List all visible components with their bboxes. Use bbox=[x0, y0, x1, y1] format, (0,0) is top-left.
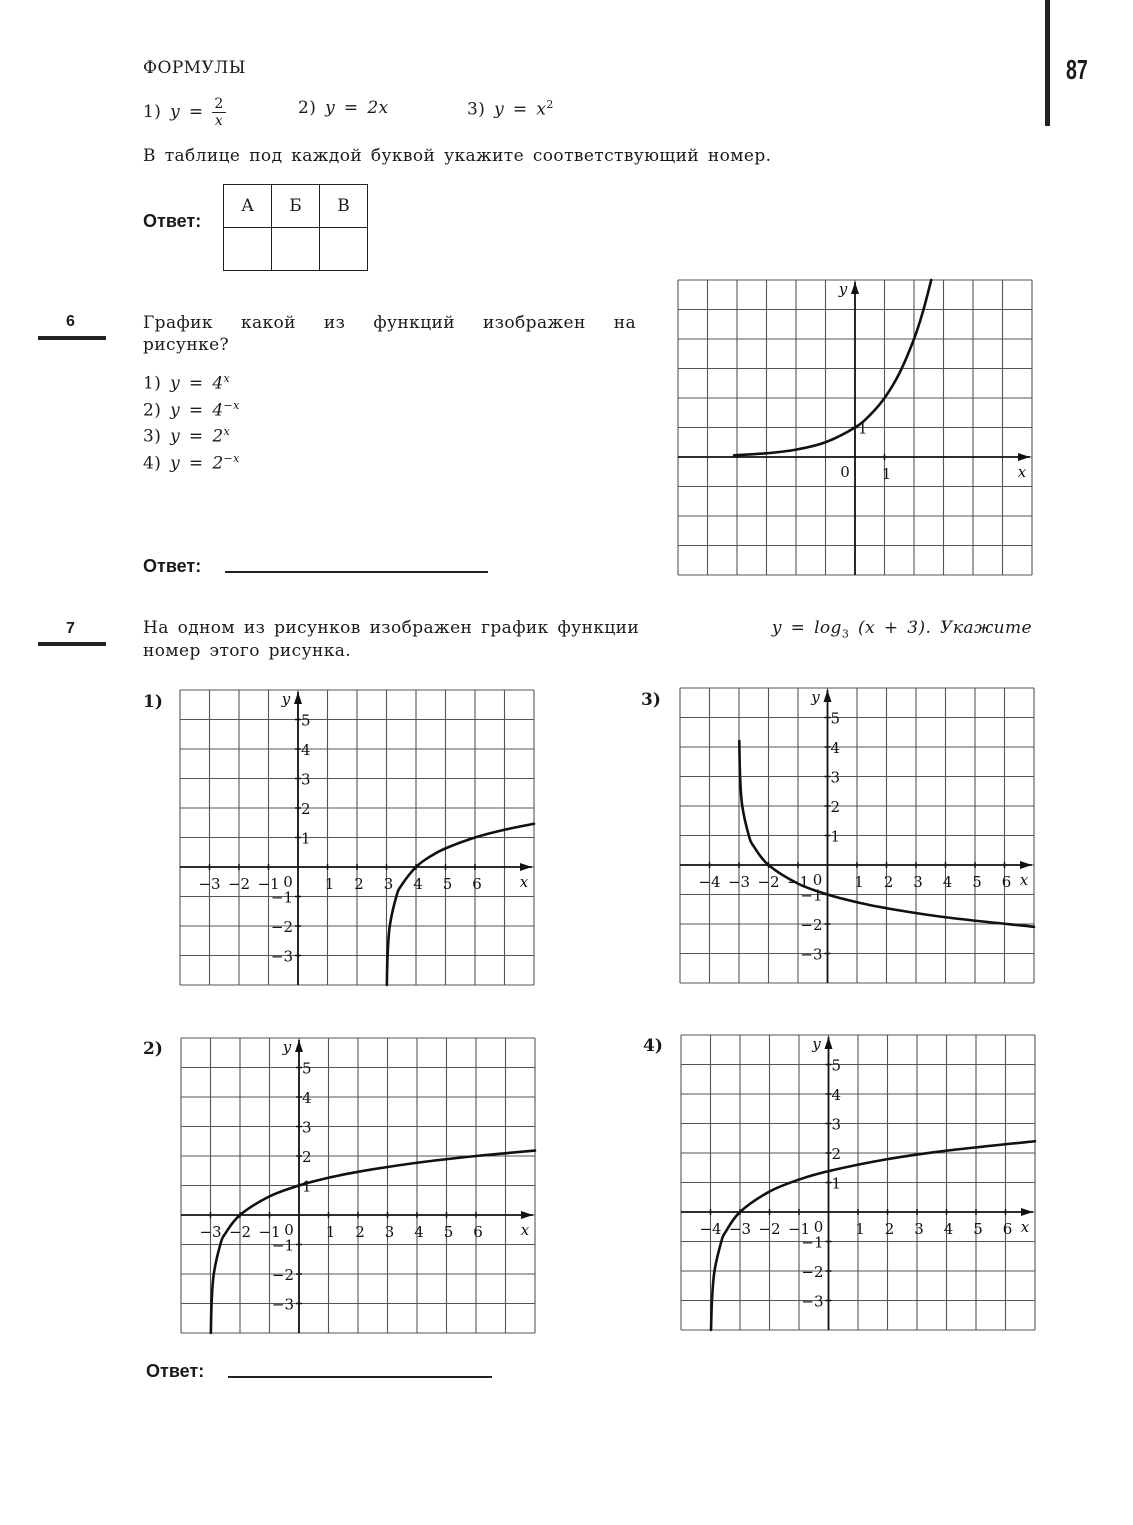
task-6-answer-label: Ответ: bbox=[143, 556, 202, 576]
formula-1-denominator: x bbox=[214, 113, 224, 129]
y-tick-label: −2 bbox=[270, 918, 293, 936]
x-tick-label: 2 bbox=[355, 1223, 365, 1241]
option-exp: x bbox=[223, 372, 231, 385]
x-tick-label: 2 bbox=[884, 1220, 895, 1238]
x-tick-label: 1 bbox=[324, 875, 335, 893]
task-7-question-fn: y = log bbox=[771, 618, 842, 638]
x-tick-label: −1 bbox=[257, 875, 280, 893]
coordinate-plane bbox=[181, 1038, 535, 1333]
y-tick-label: 5 bbox=[830, 709, 841, 728]
y-tick-label: 4 bbox=[302, 1089, 312, 1107]
formula-1-num: 1) bbox=[143, 102, 162, 122]
y-axis-label: y bbox=[812, 1035, 821, 1053]
task-7-question-arg: (x + 3). Укажите bbox=[849, 618, 1032, 638]
graph-3-label: 3) bbox=[641, 690, 661, 710]
coordinate-plane bbox=[681, 1035, 1035, 1330]
x-tick-label: 6 bbox=[1002, 1220, 1013, 1238]
y-axis-label: y bbox=[281, 690, 291, 708]
task-7-graph-4 bbox=[681, 1035, 1035, 1330]
option-num: 4) bbox=[143, 453, 162, 474]
table-cell-v[interactable] bbox=[320, 228, 368, 271]
x-tick-label: −1 bbox=[786, 873, 810, 891]
y-axis-label: y bbox=[282, 1038, 292, 1056]
y-axis-arrow-icon bbox=[294, 692, 302, 704]
x-tick-label: 3 bbox=[383, 875, 394, 893]
origin-label: 0 bbox=[812, 871, 823, 889]
option-base: y = 4 bbox=[170, 373, 224, 394]
formula-2 bbox=[298, 98, 389, 118]
graph-4-label: 4) bbox=[643, 1036, 663, 1056]
y-tick-label: −3 bbox=[800, 945, 823, 964]
task-6-answer-field[interactable] bbox=[225, 552, 488, 572]
table-instruction: В таблице под каждой буквой укажите соответствующий номер. bbox=[143, 146, 772, 166]
task-7-answer-field[interactable] bbox=[228, 1356, 492, 1376]
page-edge-bar bbox=[1045, 0, 1050, 126]
y-tick-label: 2 bbox=[831, 1145, 842, 1163]
task-7-graph-3 bbox=[680, 688, 1034, 983]
x-tick-label: 4 bbox=[414, 1223, 424, 1241]
y-tick-label: 4 bbox=[831, 1086, 842, 1104]
y-tick-label: 1 bbox=[301, 829, 311, 848]
x-axis-label: x bbox=[1020, 1218, 1030, 1236]
y-tick-label: −2 bbox=[800, 916, 823, 934]
x-tick-label: −4 bbox=[698, 873, 721, 891]
x-tick-label: 1 bbox=[855, 1220, 865, 1238]
task-7-answer-label: Ответ: bbox=[146, 1361, 205, 1381]
y-axis-arrow-icon bbox=[824, 690, 832, 702]
x-tick-label: 1 bbox=[325, 1223, 336, 1241]
origin-label: 0 bbox=[840, 463, 850, 481]
x-tick-label: 5 bbox=[443, 1223, 454, 1241]
y-tick-label: 3 bbox=[831, 1115, 842, 1134]
formula-2-num: 2) bbox=[298, 98, 317, 118]
task-6-graph bbox=[678, 280, 1032, 575]
task-6-option-2 bbox=[143, 395, 240, 422]
coordinate-plane bbox=[678, 280, 1032, 575]
option-exp: −x bbox=[223, 451, 240, 465]
x-tick-label: 5 bbox=[973, 1220, 983, 1238]
page-number: 87 bbox=[1066, 54, 1088, 85]
x-tick-label: 1 bbox=[881, 465, 892, 483]
task-7-question-fn-wrap bbox=[772, 618, 1032, 640]
y-tick-label: 3 bbox=[301, 770, 311, 789]
y-tick-label: 3 bbox=[830, 768, 841, 787]
formula-3-base: y = x bbox=[494, 99, 547, 120]
formula-3-num: 3) bbox=[467, 99, 486, 120]
y-tick-label: −3 bbox=[271, 1295, 294, 1314]
option-base: y = 2 bbox=[170, 426, 224, 447]
task-7-answer-line bbox=[228, 1376, 492, 1378]
table-header-v: В bbox=[320, 185, 368, 228]
y-tick-label: −2 bbox=[801, 1263, 824, 1281]
y-axis-arrow-icon bbox=[825, 1037, 833, 1049]
table-cell-a[interactable] bbox=[224, 228, 272, 271]
y-tick-label: −1 bbox=[801, 1233, 824, 1252]
task-6-options bbox=[143, 368, 240, 475]
x-axis-label: x bbox=[519, 873, 529, 891]
table-header-a: А bbox=[224, 185, 272, 228]
formula-1-lhs: y = bbox=[170, 102, 204, 122]
task-6-answer-line bbox=[225, 571, 488, 573]
option-num: 3) bbox=[143, 426, 162, 447]
option-base: y = 2 bbox=[170, 453, 224, 474]
x-tick-label: 2 bbox=[883, 873, 894, 891]
function-curve bbox=[211, 1151, 535, 1333]
y-tick-label: −2 bbox=[271, 1266, 294, 1284]
y-tick-label: −3 bbox=[801, 1292, 824, 1311]
x-tick-label: −1 bbox=[787, 1220, 811, 1238]
y-tick-label: −3 bbox=[270, 947, 293, 966]
answer-label-formulas: Ответ: bbox=[143, 211, 202, 231]
task-6-number: 6 bbox=[66, 313, 75, 330]
origin-label: 0 bbox=[813, 1218, 824, 1236]
x-tick-label: 6 bbox=[1001, 873, 1012, 891]
x-tick-label: 4 bbox=[942, 873, 953, 891]
x-tick-label: −1 bbox=[258, 1223, 281, 1241]
formula-3-exp: 2 bbox=[546, 98, 554, 111]
x-tick-label: 3 bbox=[384, 1223, 395, 1241]
x-tick-label: 5 bbox=[442, 875, 453, 893]
task-7-question-base: 3 bbox=[841, 627, 850, 641]
y-tick-label: −1 bbox=[271, 1236, 294, 1255]
table-header-b: Б bbox=[272, 185, 320, 228]
x-tick-label: −3 bbox=[728, 1220, 752, 1238]
function-curve bbox=[734, 280, 931, 455]
y-axis-label: y bbox=[838, 280, 848, 298]
task-7-number: 7 bbox=[66, 620, 75, 637]
formula-2-text: y = 2x bbox=[325, 98, 389, 118]
y-tick-label: −1 bbox=[270, 888, 293, 907]
task-6-question-line1: График какой из функций изображен на bbox=[143, 313, 636, 333]
task-7-question-text: На одном из рисунков изображен график функции bbox=[143, 618, 640, 638]
x-tick-label: −3 bbox=[199, 1223, 222, 1241]
task-7-question-line1 bbox=[143, 618, 1032, 640]
x-tick-label: −2 bbox=[228, 1223, 252, 1241]
formula-1-numerator: 2 bbox=[214, 96, 224, 112]
x-tick-label: −2 bbox=[757, 873, 780, 891]
y-tick-label: 1 bbox=[302, 1177, 312, 1196]
coordinate-plane bbox=[180, 690, 534, 985]
y-tick-label: 1 bbox=[830, 827, 841, 846]
option-base: y = 4 bbox=[170, 400, 224, 421]
y-tick-label: 4 bbox=[830, 739, 841, 757]
origin-label: 0 bbox=[284, 1221, 294, 1239]
y-tick-label: 2 bbox=[302, 1148, 312, 1166]
y-tick-label: 5 bbox=[831, 1056, 842, 1075]
answer-table bbox=[223, 184, 368, 271]
x-tick-label: 6 bbox=[472, 875, 482, 893]
x-tick-label: −3 bbox=[727, 873, 751, 891]
x-tick-label: −2 bbox=[758, 1220, 781, 1238]
task-6-option-1 bbox=[143, 368, 240, 395]
y-axis-label: y bbox=[811, 688, 820, 706]
x-axis-arrow-icon bbox=[1021, 1208, 1033, 1216]
x-tick-label: 1 bbox=[854, 873, 864, 891]
y-tick-label: 1 bbox=[831, 1174, 842, 1193]
x-tick-label: 3 bbox=[913, 873, 923, 891]
task-6-marker-line bbox=[38, 336, 106, 340]
x-axis-arrow-icon bbox=[521, 1211, 533, 1219]
x-tick-label: 4 bbox=[413, 875, 423, 893]
x-tick-label: −2 bbox=[227, 875, 251, 893]
x-tick-label: 4 bbox=[943, 1220, 954, 1238]
y-tick-label: 2 bbox=[301, 800, 311, 818]
x-tick-label: 2 bbox=[354, 875, 364, 893]
task-6-option-3 bbox=[143, 421, 240, 448]
x-axis-arrow-icon bbox=[1020, 861, 1032, 869]
coordinate-plane bbox=[680, 688, 1034, 983]
task-6-option-4 bbox=[143, 448, 240, 475]
task-6-question-line2: рисунке? bbox=[143, 335, 230, 355]
x-axis-arrow-icon bbox=[1018, 453, 1030, 461]
y-axis-arrow-icon bbox=[851, 282, 859, 294]
option-num: 1) bbox=[143, 373, 162, 394]
graph-2-label: 2) bbox=[143, 1039, 163, 1059]
y-tick-label: 5 bbox=[301, 711, 311, 730]
option-exp: −x bbox=[223, 398, 240, 412]
x-axis-label: x bbox=[1019, 871, 1029, 889]
y-axis-arrow-icon bbox=[295, 1040, 303, 1052]
x-tick-label: 5 bbox=[972, 873, 982, 891]
x-axis-label: x bbox=[520, 1221, 530, 1239]
x-tick-label: 3 bbox=[914, 1220, 924, 1238]
table-cell-b[interactable] bbox=[272, 228, 320, 271]
formula-3 bbox=[467, 98, 554, 120]
x-axis-label: x bbox=[1017, 463, 1027, 481]
x-axis-arrow-icon bbox=[520, 863, 532, 871]
y-tick-label: −1 bbox=[800, 886, 823, 905]
x-tick-label: −4 bbox=[699, 1220, 722, 1238]
y-tick-label: 1 bbox=[858, 419, 868, 438]
formula-1 bbox=[143, 96, 226, 129]
y-tick-label: 4 bbox=[301, 741, 311, 759]
y-tick-label: 3 bbox=[302, 1118, 312, 1137]
y-tick-label: 5 bbox=[302, 1059, 312, 1078]
formula-1-fraction bbox=[212, 96, 225, 129]
origin-label: 0 bbox=[283, 873, 293, 891]
x-tick-label: −3 bbox=[198, 875, 221, 893]
task-7-question-line2: номер этого рисунка. bbox=[143, 641, 352, 661]
function-curve bbox=[387, 824, 534, 985]
formulas-heading: ФОРМУЛЫ bbox=[143, 58, 246, 78]
option-exp: x bbox=[223, 425, 231, 439]
task-7-marker-line bbox=[38, 642, 106, 646]
graph-1-label: 1) bbox=[143, 692, 163, 712]
task-7-graph-1 bbox=[180, 690, 534, 985]
y-tick-label: 2 bbox=[830, 798, 841, 816]
x-tick-label: 6 bbox=[473, 1223, 483, 1241]
option-num: 2) bbox=[143, 400, 162, 421]
task-7-graph-2 bbox=[181, 1038, 535, 1333]
